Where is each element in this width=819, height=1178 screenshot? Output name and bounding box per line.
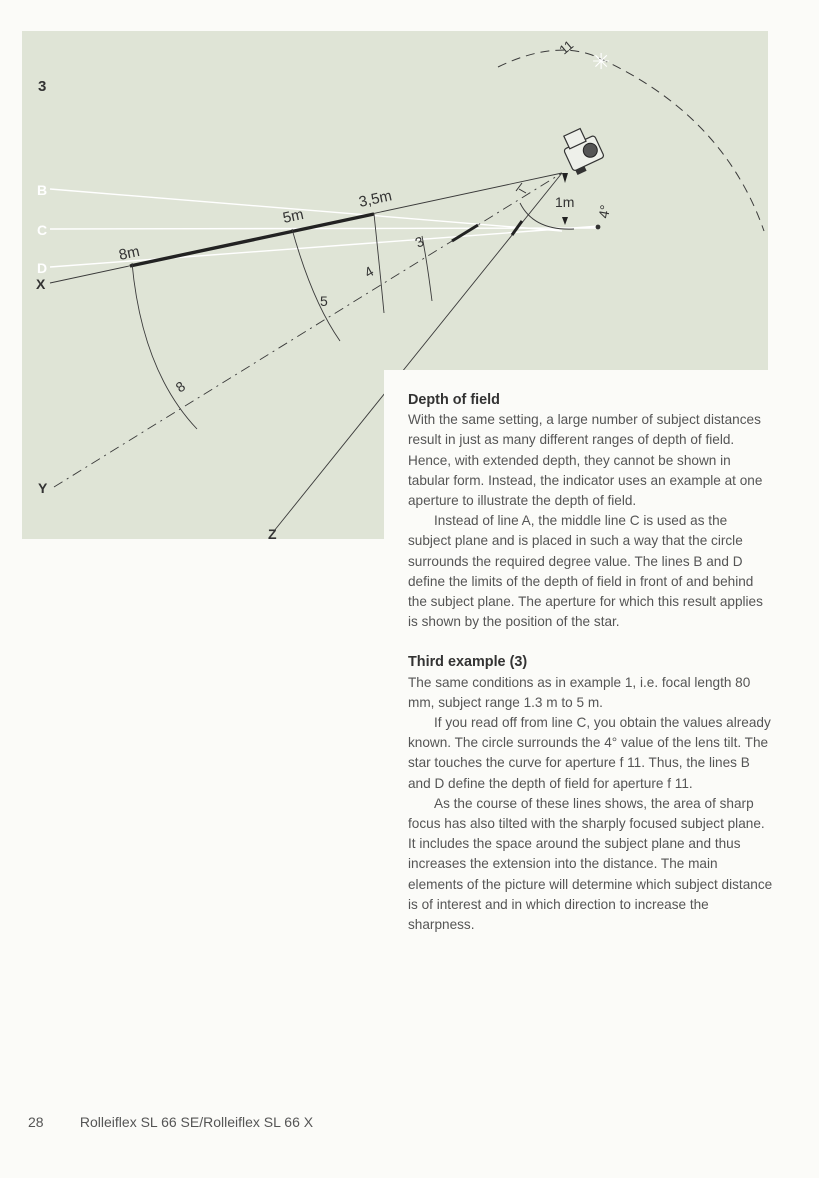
distance-label-8m: 8m [117,242,142,264]
line-d-label: D [37,260,48,276]
section-third-example [408,652,773,935]
depth-of-field-segment [130,214,374,266]
figure-number: 3 [38,78,47,95]
arc-number-4: 4 [361,262,377,281]
footer-title: Rolleiflex SL 66 SE/Rolleiflex SL 66 X [79,1114,314,1130]
aperture-label: 11 [556,37,577,58]
paragraph: Instead of line A, the middle line C is used as the subject plane and is placed in such a way that the circle surrounds the required degree value. The lines B and D define the limits of the depth of field in front of and behind the subject plane. The aperture for which this result applies is shown by the position of the star. [408,513,763,630]
page-footer [28,1114,313,1130]
paragraph: With the same setting, a large number of subject distances result in just as many different ranges of depth of field. Hence, with extended depth, they cannot be shown in tabular form. Instead, the indicator uses an example at one aperture to illustrate the depth of field. [408,412,763,509]
distance-label-3-5m: 3,5m [357,187,394,211]
angle-tick-icon [516,183,526,193]
page-number: 28 [28,1114,44,1130]
arrow-down-icon [562,217,568,225]
distance-label-5m: 5m [281,205,306,227]
text-column [408,390,773,935]
line-z-label: Z [268,526,277,539]
line-y-label: Y [38,480,48,496]
camera-icon [558,124,606,176]
distance-label-1m: 1m [555,194,575,210]
paragraph: If you read off from line C, you obtain the values already known. The circle surrounds the 4° value of the lens tilt. The star touches the curve for aperture f 11. Thus, the lines B and D define the depth of field for aperture f 11. [408,715,771,791]
line-y-thick-mark [452,225,478,241]
tilt-point-icon [596,225,601,230]
line-c-label: C [37,222,48,238]
line-b-label: B [37,182,48,198]
section-heading: Third example (3) [408,654,528,671]
arrow-up-icon [562,173,568,183]
section-depth-of-field [408,390,773,632]
arc-number-5: 5 [320,293,328,309]
section-heading: Depth of field [408,392,500,408]
tilt-label: 4° [595,203,614,220]
arc-number-3: 3 [412,232,427,251]
distance-arc-8 [132,263,197,429]
paragraph: The same conditions as in example 1, i.e. focal length 80 mm, subject range 1.3 m to 5 m. [408,674,751,710]
line-x-label: X [36,276,46,292]
arc-number-8: 8 [172,377,189,396]
aperture-curve [498,50,764,231]
line-b [50,189,562,231]
paragraph: As the course of these lines shows, the area of sharp focus has also tilted with the sharply focused subject plane. It includes the space around the subject plane and thus increases the extension into the distance. The main elements of the picture will determine which subject distance is of interest and in which direction to increase the sharpness. [408,795,773,933]
aperture-star-icon: ✳ [592,49,611,74]
